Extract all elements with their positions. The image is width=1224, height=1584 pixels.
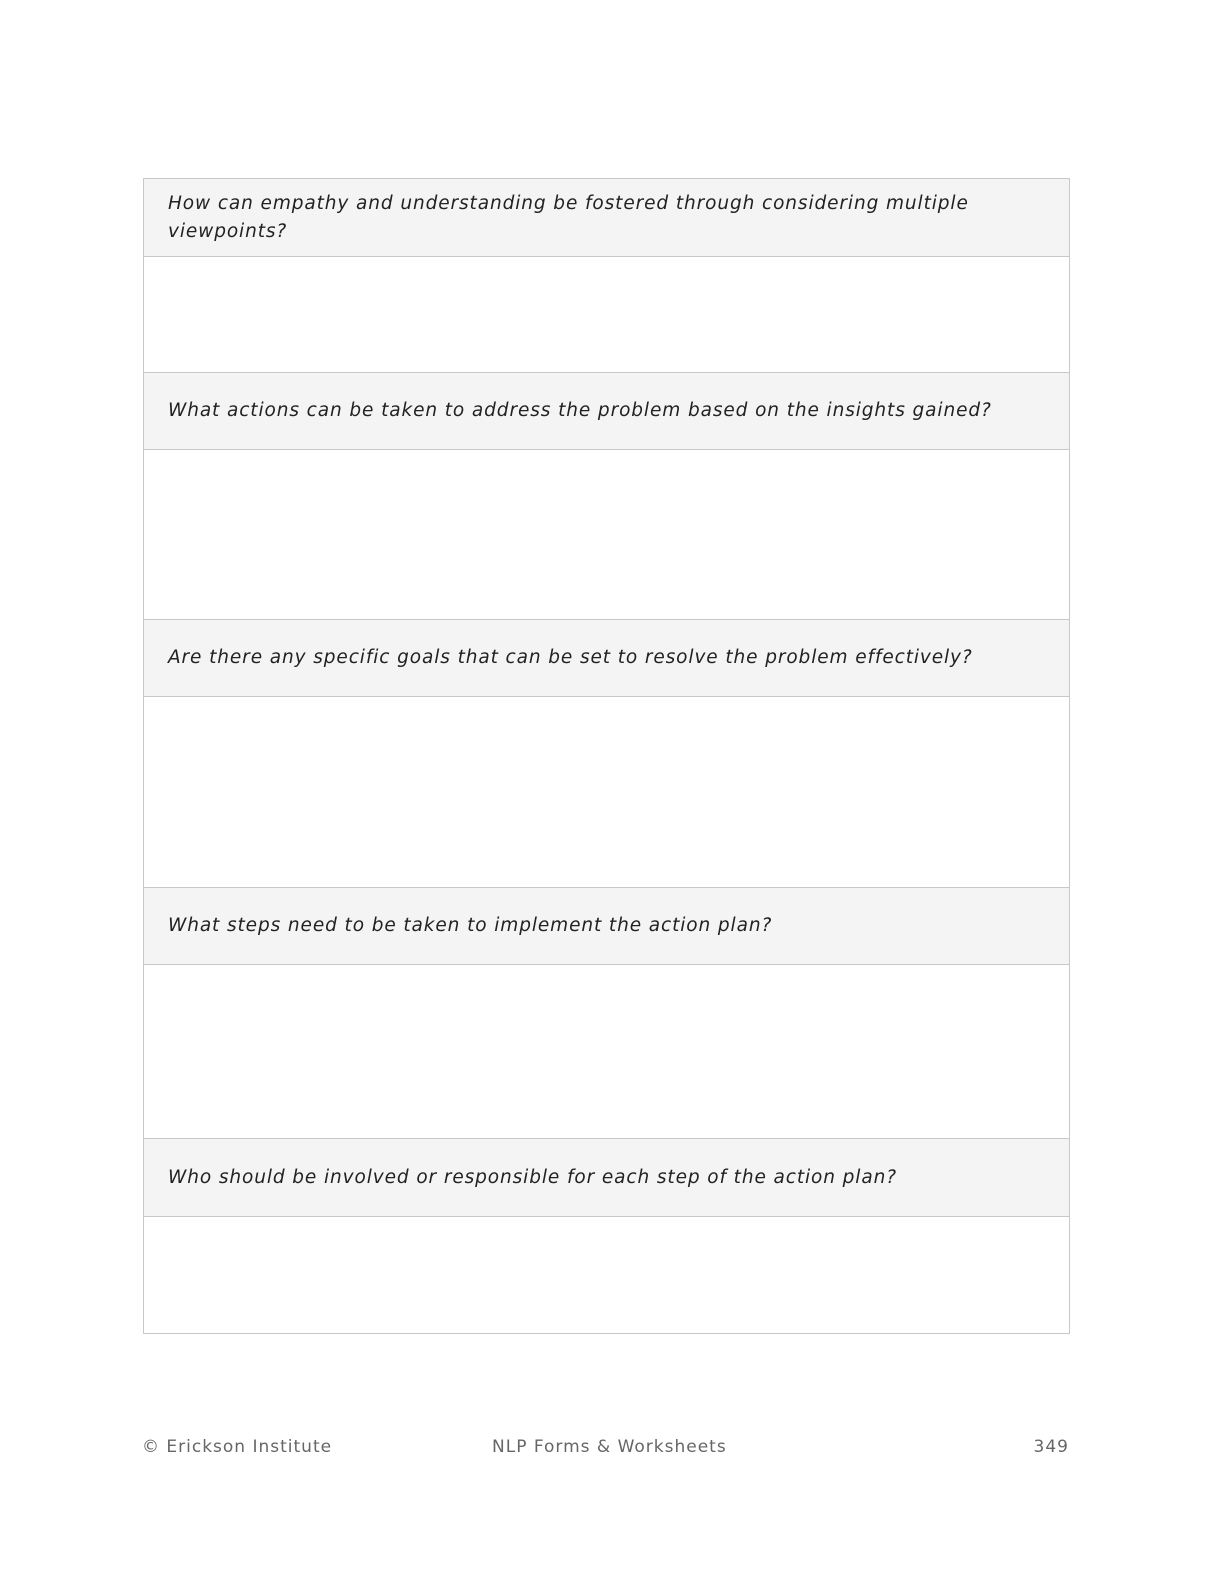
question-row bbox=[144, 888, 1069, 965]
question-text: What actions can be taken to address the problem based on the insights gained? bbox=[168, 400, 992, 421]
footer-copyright: © Erickson Institute bbox=[142, 1437, 333, 1457]
question-row bbox=[144, 373, 1069, 450]
answer-field[interactable] bbox=[144, 1217, 1069, 1334]
question-row bbox=[144, 179, 1069, 257]
question-text: What steps need to be taken to implement the action plan? bbox=[168, 915, 773, 936]
question-row bbox=[144, 1139, 1069, 1217]
page-number: 349 bbox=[1033, 1437, 1069, 1457]
answer-field[interactable] bbox=[144, 450, 1069, 620]
footer-title: NLP Forms & Worksheets bbox=[492, 1437, 727, 1457]
question-text: Who should be involved or responsible for each step of the action plan? bbox=[168, 1166, 897, 1188]
answer-field[interactable] bbox=[144, 257, 1069, 373]
worksheet-table bbox=[143, 178, 1070, 1334]
question-row bbox=[144, 620, 1069, 697]
question-text: Are there any specific goals that can be set to resolve the problem effectively? bbox=[168, 647, 973, 668]
answer-field[interactable] bbox=[144, 965, 1069, 1139]
question-text: How can empathy and understanding be fostered through considering multiple viewpoints? bbox=[168, 192, 969, 242]
answer-field[interactable] bbox=[144, 697, 1069, 888]
